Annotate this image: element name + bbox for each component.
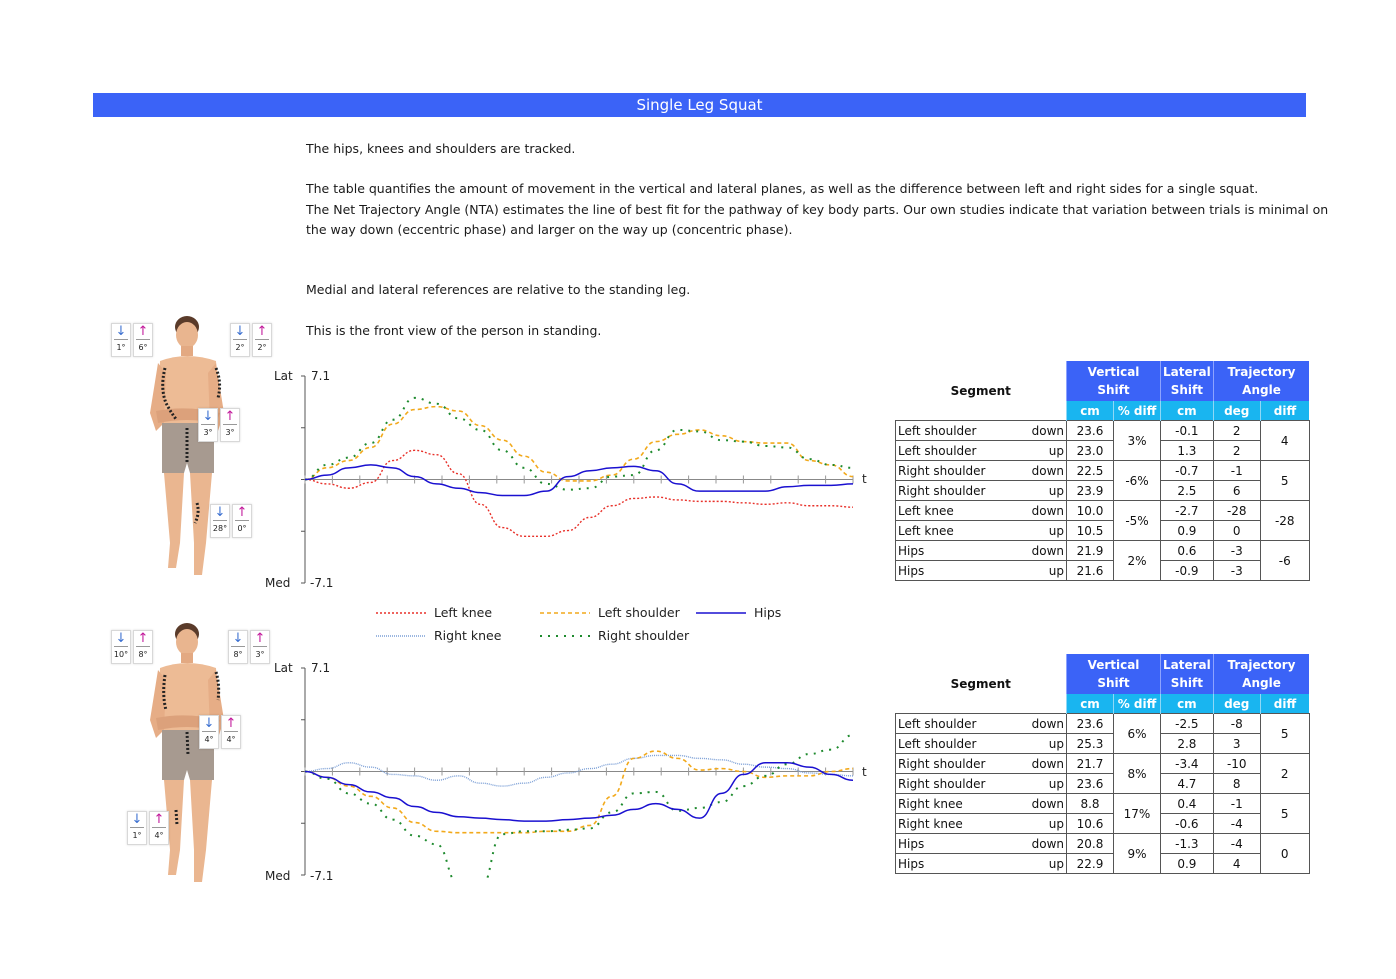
chart2-trajectory xyxy=(300,664,860,879)
legend-left-knee xyxy=(376,605,492,620)
pct-diff: -6% xyxy=(1114,461,1161,501)
arrow-down-icon: ↓ xyxy=(214,505,226,520)
angle-badge-left-shoulder-2 xyxy=(111,630,153,664)
intro-line-3: The Net Trajectory Angle (NTA) estimates the line of best fit for the pathway of key body parts. Our own studies indicate that variation between trials is minimal on xyxy=(306,202,1329,217)
series-line-left-knee xyxy=(305,450,853,536)
legend-label: Right knee xyxy=(434,628,502,643)
badge-up-value: 3° xyxy=(255,650,265,659)
trajectory-deg: -8 xyxy=(1213,714,1260,734)
arrow-up-icon: ↑ xyxy=(256,324,268,339)
arrow-down-icon: ↓ xyxy=(131,812,143,827)
lateral-shift-header-line2: Shift xyxy=(1170,676,1203,690)
vertical-cm: 23.6 xyxy=(1067,774,1114,794)
report-title: Single Leg Squat xyxy=(93,93,1306,117)
lateral-cm: 2.5 xyxy=(1161,481,1214,501)
lateral-shift-header xyxy=(1161,654,1214,694)
legend-swatch-left-shoulder xyxy=(540,610,590,616)
vertical-shift-header xyxy=(1067,654,1161,694)
badge-up xyxy=(220,408,240,442)
arrow-down-icon: ↓ xyxy=(115,631,127,646)
diff-header: diff xyxy=(1260,694,1309,714)
chart2-ymin-label: -7.1 xyxy=(310,869,334,883)
arrow-up-icon: ↑ xyxy=(137,324,149,339)
segment-name: Right shoulder xyxy=(896,754,1017,774)
segment-name: Right shoulder xyxy=(896,481,1017,501)
table-row xyxy=(896,501,1310,521)
angle-badge-left-shoulder-1 xyxy=(111,323,153,357)
direction: up xyxy=(1016,481,1067,501)
chart2-med-label: Med xyxy=(265,869,291,883)
table-row xyxy=(896,481,1310,501)
trajectory-angle-header-line1: Trajectory xyxy=(1227,365,1296,379)
trajectory-angle-header-line2: Angle xyxy=(1242,676,1281,690)
arrow-up-icon: ↑ xyxy=(225,716,237,731)
lateral-cm: -0.7 xyxy=(1161,461,1214,481)
badge-up xyxy=(250,630,270,664)
diff-header: diff xyxy=(1260,401,1309,421)
vertical-cm: 20.8 xyxy=(1067,834,1114,854)
direction: down xyxy=(1016,714,1067,734)
table-row xyxy=(896,561,1310,581)
deg-header: deg xyxy=(1213,401,1260,421)
arrow-down-icon: ↓ xyxy=(232,631,244,646)
badge-down xyxy=(228,630,248,664)
vertical-cm: 21.7 xyxy=(1067,754,1114,774)
legend-right-shoulder xyxy=(540,628,689,643)
direction: down xyxy=(1016,541,1067,561)
vertical-cm: 25.3 xyxy=(1067,734,1114,754)
direction: down xyxy=(1016,834,1067,854)
segment-name: Right knee xyxy=(896,814,1017,834)
intro-line-5: Medial and lateral references are relative to the standing leg. xyxy=(306,282,691,297)
legend-swatch-right-knee xyxy=(376,633,426,639)
badge-down-value: 3° xyxy=(203,428,213,437)
results-table-2 xyxy=(895,654,1310,874)
direction: up xyxy=(1016,814,1067,834)
table-row xyxy=(896,814,1310,834)
badge-down xyxy=(199,715,219,749)
trajectory-deg: 0 xyxy=(1213,521,1260,541)
trajectory-deg: 3 xyxy=(1213,734,1260,754)
results-table-1 xyxy=(895,361,1310,581)
trajectory-angle-header-line1: Trajectory xyxy=(1227,658,1296,672)
vertical-cm: 21.6 xyxy=(1067,561,1114,581)
lateral-cm: -1.3 xyxy=(1161,834,1214,854)
vertical-cm: 22.5 xyxy=(1067,461,1114,481)
intro-line-6: This is the front view of the person in standing. xyxy=(306,323,602,338)
trajectory-deg: -10 xyxy=(1213,754,1260,774)
table-row xyxy=(896,734,1310,754)
lateral-cm: -0.6 xyxy=(1161,814,1214,834)
badge-up xyxy=(252,323,272,357)
segment-header: Segment xyxy=(896,361,1067,421)
badge-down-value: 8° xyxy=(233,650,243,659)
trajectory-deg: -1 xyxy=(1213,794,1260,814)
table-row xyxy=(896,441,1310,461)
direction: up xyxy=(1016,561,1067,581)
trajectory-deg: -4 xyxy=(1213,834,1260,854)
vertical-shift-header-line2: Shift xyxy=(1097,676,1130,690)
trajectory-angle-header xyxy=(1213,361,1309,401)
direction: down xyxy=(1016,754,1067,774)
angle-diff: 5 xyxy=(1260,714,1309,754)
direction: up xyxy=(1016,774,1067,794)
badge-up-value: 0° xyxy=(237,524,247,533)
pct-diff-header: % diff xyxy=(1114,401,1161,421)
chart1-t-label: t xyxy=(862,472,867,486)
segment-name: Right shoulder xyxy=(896,461,1017,481)
segment-name: Hips xyxy=(896,834,1017,854)
arrow-down-icon: ↓ xyxy=(234,324,246,339)
segment-name: Hips xyxy=(896,561,1017,581)
badge-down-value: 28° xyxy=(212,524,228,533)
vertical-shift-header-line1: Vertical xyxy=(1087,365,1140,379)
chart1-ymax-label: 7.1 xyxy=(311,369,331,383)
lat-cm-header: cm xyxy=(1161,401,1214,421)
badge-down-value: 1° xyxy=(132,831,142,840)
direction: up xyxy=(1016,441,1067,461)
pct-diff: 2% xyxy=(1114,541,1161,581)
badge-up xyxy=(221,715,241,749)
badge-down-value: 10° xyxy=(113,650,129,659)
badge-down xyxy=(230,323,250,357)
segment-name: Left shoulder xyxy=(896,734,1017,754)
table-row xyxy=(896,421,1310,441)
chart1-med-label: Med xyxy=(265,576,291,590)
vertical-cm: 10.0 xyxy=(1067,501,1114,521)
badge-up-value: 2° xyxy=(257,343,267,352)
intro-line-4: the way down (eccentric phase) and larger on the way up (concentric phase). xyxy=(306,222,793,237)
legend-label: Right shoulder xyxy=(598,628,690,643)
trajectory-deg: -4 xyxy=(1213,814,1260,834)
legend-label: Left shoulder xyxy=(598,605,680,620)
vertical-cm: 23.6 xyxy=(1067,421,1114,441)
trajectory-angle-header xyxy=(1213,654,1309,694)
trajectory-deg: -1 xyxy=(1213,461,1260,481)
badge-up xyxy=(133,630,153,664)
chart2-lat-label: Lat xyxy=(274,661,293,675)
arrow-up-icon: ↑ xyxy=(254,631,266,646)
chart1-trajectory xyxy=(300,372,860,587)
segment-name: Left shoulder xyxy=(896,714,1017,734)
legend-swatch-hips xyxy=(696,610,746,616)
badge-down-value: 1° xyxy=(116,343,126,352)
arrow-up-icon: ↑ xyxy=(236,505,248,520)
badge-up xyxy=(232,504,252,538)
legend-swatch-left-knee xyxy=(376,610,426,616)
vertical-cm: 10.5 xyxy=(1067,521,1114,541)
vertical-cm: 8.8 xyxy=(1067,794,1114,814)
vertical-cm: 10.6 xyxy=(1067,814,1114,834)
angle-diff: -28 xyxy=(1260,501,1309,541)
angle-diff: 5 xyxy=(1260,794,1309,834)
intro-line-1: The hips, knees and shoulders are tracked. xyxy=(306,141,576,156)
badge-down xyxy=(127,811,147,845)
lateral-cm: 1.3 xyxy=(1161,441,1214,461)
lateral-cm: -0.9 xyxy=(1161,561,1214,581)
angle-badge-hips-1 xyxy=(198,408,240,442)
direction: down xyxy=(1016,501,1067,521)
table-row xyxy=(896,774,1310,794)
vertical-cm: 23.6 xyxy=(1067,714,1114,734)
direction: down xyxy=(1016,421,1067,441)
arrow-down-icon: ↓ xyxy=(202,409,214,424)
angle-diff: 4 xyxy=(1260,421,1309,461)
segment-name: Right shoulder xyxy=(896,774,1017,794)
trajectory-deg: -3 xyxy=(1213,541,1260,561)
trajectory-deg: -3 xyxy=(1213,561,1260,581)
lateral-cm: 2.8 xyxy=(1161,734,1214,754)
badge-up-value: 4° xyxy=(226,735,236,744)
angle-diff: 2 xyxy=(1260,754,1309,794)
lateral-cm: -0.1 xyxy=(1161,421,1214,441)
lateral-cm: 0.6 xyxy=(1161,541,1214,561)
vertical-cm: 23.9 xyxy=(1067,481,1114,501)
badge-up xyxy=(133,323,153,357)
badge-down-value: 4° xyxy=(204,735,214,744)
legend-label: Left knee xyxy=(434,605,493,620)
direction: up xyxy=(1016,854,1067,874)
badge-down-value: 2° xyxy=(235,343,245,352)
chart2-ymax-label: 7.1 xyxy=(311,661,331,675)
lateral-cm: -3.4 xyxy=(1161,754,1214,774)
lateral-cm: 4.7 xyxy=(1161,774,1214,794)
pct-diff: 6% xyxy=(1114,714,1161,754)
direction: up xyxy=(1016,734,1067,754)
badge-up xyxy=(149,811,169,845)
badge-down xyxy=(198,408,218,442)
lat-cm-header: cm xyxy=(1161,694,1214,714)
badge-up-value: 3° xyxy=(225,428,235,437)
pct-diff: 3% xyxy=(1114,421,1161,461)
pct-diff: -5% xyxy=(1114,501,1161,541)
chart1-ymin-label: -7.1 xyxy=(310,576,334,590)
arrow-up-icon: ↑ xyxy=(153,812,165,827)
legend-right-knee xyxy=(376,628,501,643)
deg-header: deg xyxy=(1213,694,1260,714)
direction: down xyxy=(1016,794,1067,814)
segment-name: Left knee xyxy=(896,521,1017,541)
trajectory-angle-header-line2: Angle xyxy=(1242,383,1281,397)
lateral-shift-header-line1: Lateral xyxy=(1163,658,1211,672)
lateral-shift-header-line1: Lateral xyxy=(1163,365,1211,379)
table-row xyxy=(896,834,1310,854)
segment-name: Left shoulder xyxy=(896,441,1017,461)
angle-diff: 5 xyxy=(1260,461,1309,501)
table-row xyxy=(896,854,1310,874)
vertical-shift-header-line2: Shift xyxy=(1097,383,1130,397)
legend-left-shoulder xyxy=(540,605,680,620)
trajectory-deg: 6 xyxy=(1213,481,1260,501)
badge-down xyxy=(210,504,230,538)
table-row xyxy=(896,541,1310,561)
angle-badge-right-shoulder-1 xyxy=(230,323,272,357)
lateral-shift-header-line2: Shift xyxy=(1170,383,1203,397)
angle-badge-knee-2 xyxy=(127,811,169,845)
arrow-up-icon: ↑ xyxy=(137,631,149,646)
lateral-shift-header xyxy=(1161,361,1214,401)
badge-down xyxy=(111,630,131,664)
angle-badge-right-shoulder-2 xyxy=(228,630,270,664)
arrow-up-icon: ↑ xyxy=(224,409,236,424)
trajectory-deg: 8 xyxy=(1213,774,1260,794)
cm-header: cm xyxy=(1067,401,1114,421)
chart1-lat-label: Lat xyxy=(274,369,293,383)
pct-diff-header: % diff xyxy=(1114,694,1161,714)
series-line-left-shoulder xyxy=(305,407,853,481)
direction: down xyxy=(1016,461,1067,481)
segment-name: Left knee xyxy=(896,501,1017,521)
direction: up xyxy=(1016,521,1067,541)
vertical-shift-header xyxy=(1067,361,1161,401)
legend-swatch-right-shoulder xyxy=(540,633,590,639)
legend-hips xyxy=(696,605,781,620)
trajectory-deg: -28 xyxy=(1213,501,1260,521)
badge-down xyxy=(111,323,131,357)
trajectory-deg: 4 xyxy=(1213,854,1260,874)
badge-up-value: 4° xyxy=(154,831,164,840)
angle-badge-hips-2 xyxy=(199,715,241,749)
intro-line-2: The table quantifies the amount of movement in the vertical and lateral planes, as well as the difference between left and right sides for a single squat. xyxy=(306,181,1259,196)
lateral-cm: 0.4 xyxy=(1161,794,1214,814)
lateral-cm: 0.9 xyxy=(1161,854,1214,874)
trajectory-deg: 2 xyxy=(1213,441,1260,461)
badge-up-value: 6° xyxy=(138,343,148,352)
table-row xyxy=(896,754,1310,774)
vertical-shift-header-line1: Vertical xyxy=(1087,658,1140,672)
arrow-down-icon: ↓ xyxy=(115,324,127,339)
table-row xyxy=(896,714,1310,734)
segment-name: Left shoulder xyxy=(896,421,1017,441)
table-row xyxy=(896,521,1310,541)
lateral-cm: -2.7 xyxy=(1161,501,1214,521)
pct-diff: 8% xyxy=(1114,754,1161,794)
segment-header: Segment xyxy=(896,654,1067,714)
angle-badge-knee-1 xyxy=(210,504,252,538)
arrow-down-icon: ↓ xyxy=(203,716,215,731)
segment-name: Hips xyxy=(896,854,1017,874)
pct-diff: 17% xyxy=(1114,794,1161,834)
legend-label: Hips xyxy=(754,605,782,620)
lateral-cm: 0.9 xyxy=(1161,521,1214,541)
cm-header: cm xyxy=(1067,694,1114,714)
table-row xyxy=(896,794,1310,814)
vertical-cm: 22.9 xyxy=(1067,854,1114,874)
table-row xyxy=(896,461,1310,481)
badge-up-value: 8° xyxy=(138,650,148,659)
trajectory-deg: 2 xyxy=(1213,421,1260,441)
vertical-cm: 23.0 xyxy=(1067,441,1114,461)
angle-diff: 0 xyxy=(1260,834,1309,874)
angle-diff: -6 xyxy=(1260,541,1309,581)
pct-diff: 9% xyxy=(1114,834,1161,874)
segment-name: Hips xyxy=(896,541,1017,561)
segment-name: Right knee xyxy=(896,794,1017,814)
lateral-cm: -2.5 xyxy=(1161,714,1214,734)
vertical-cm: 21.9 xyxy=(1067,541,1114,561)
chart2-t-label: t xyxy=(862,765,867,779)
